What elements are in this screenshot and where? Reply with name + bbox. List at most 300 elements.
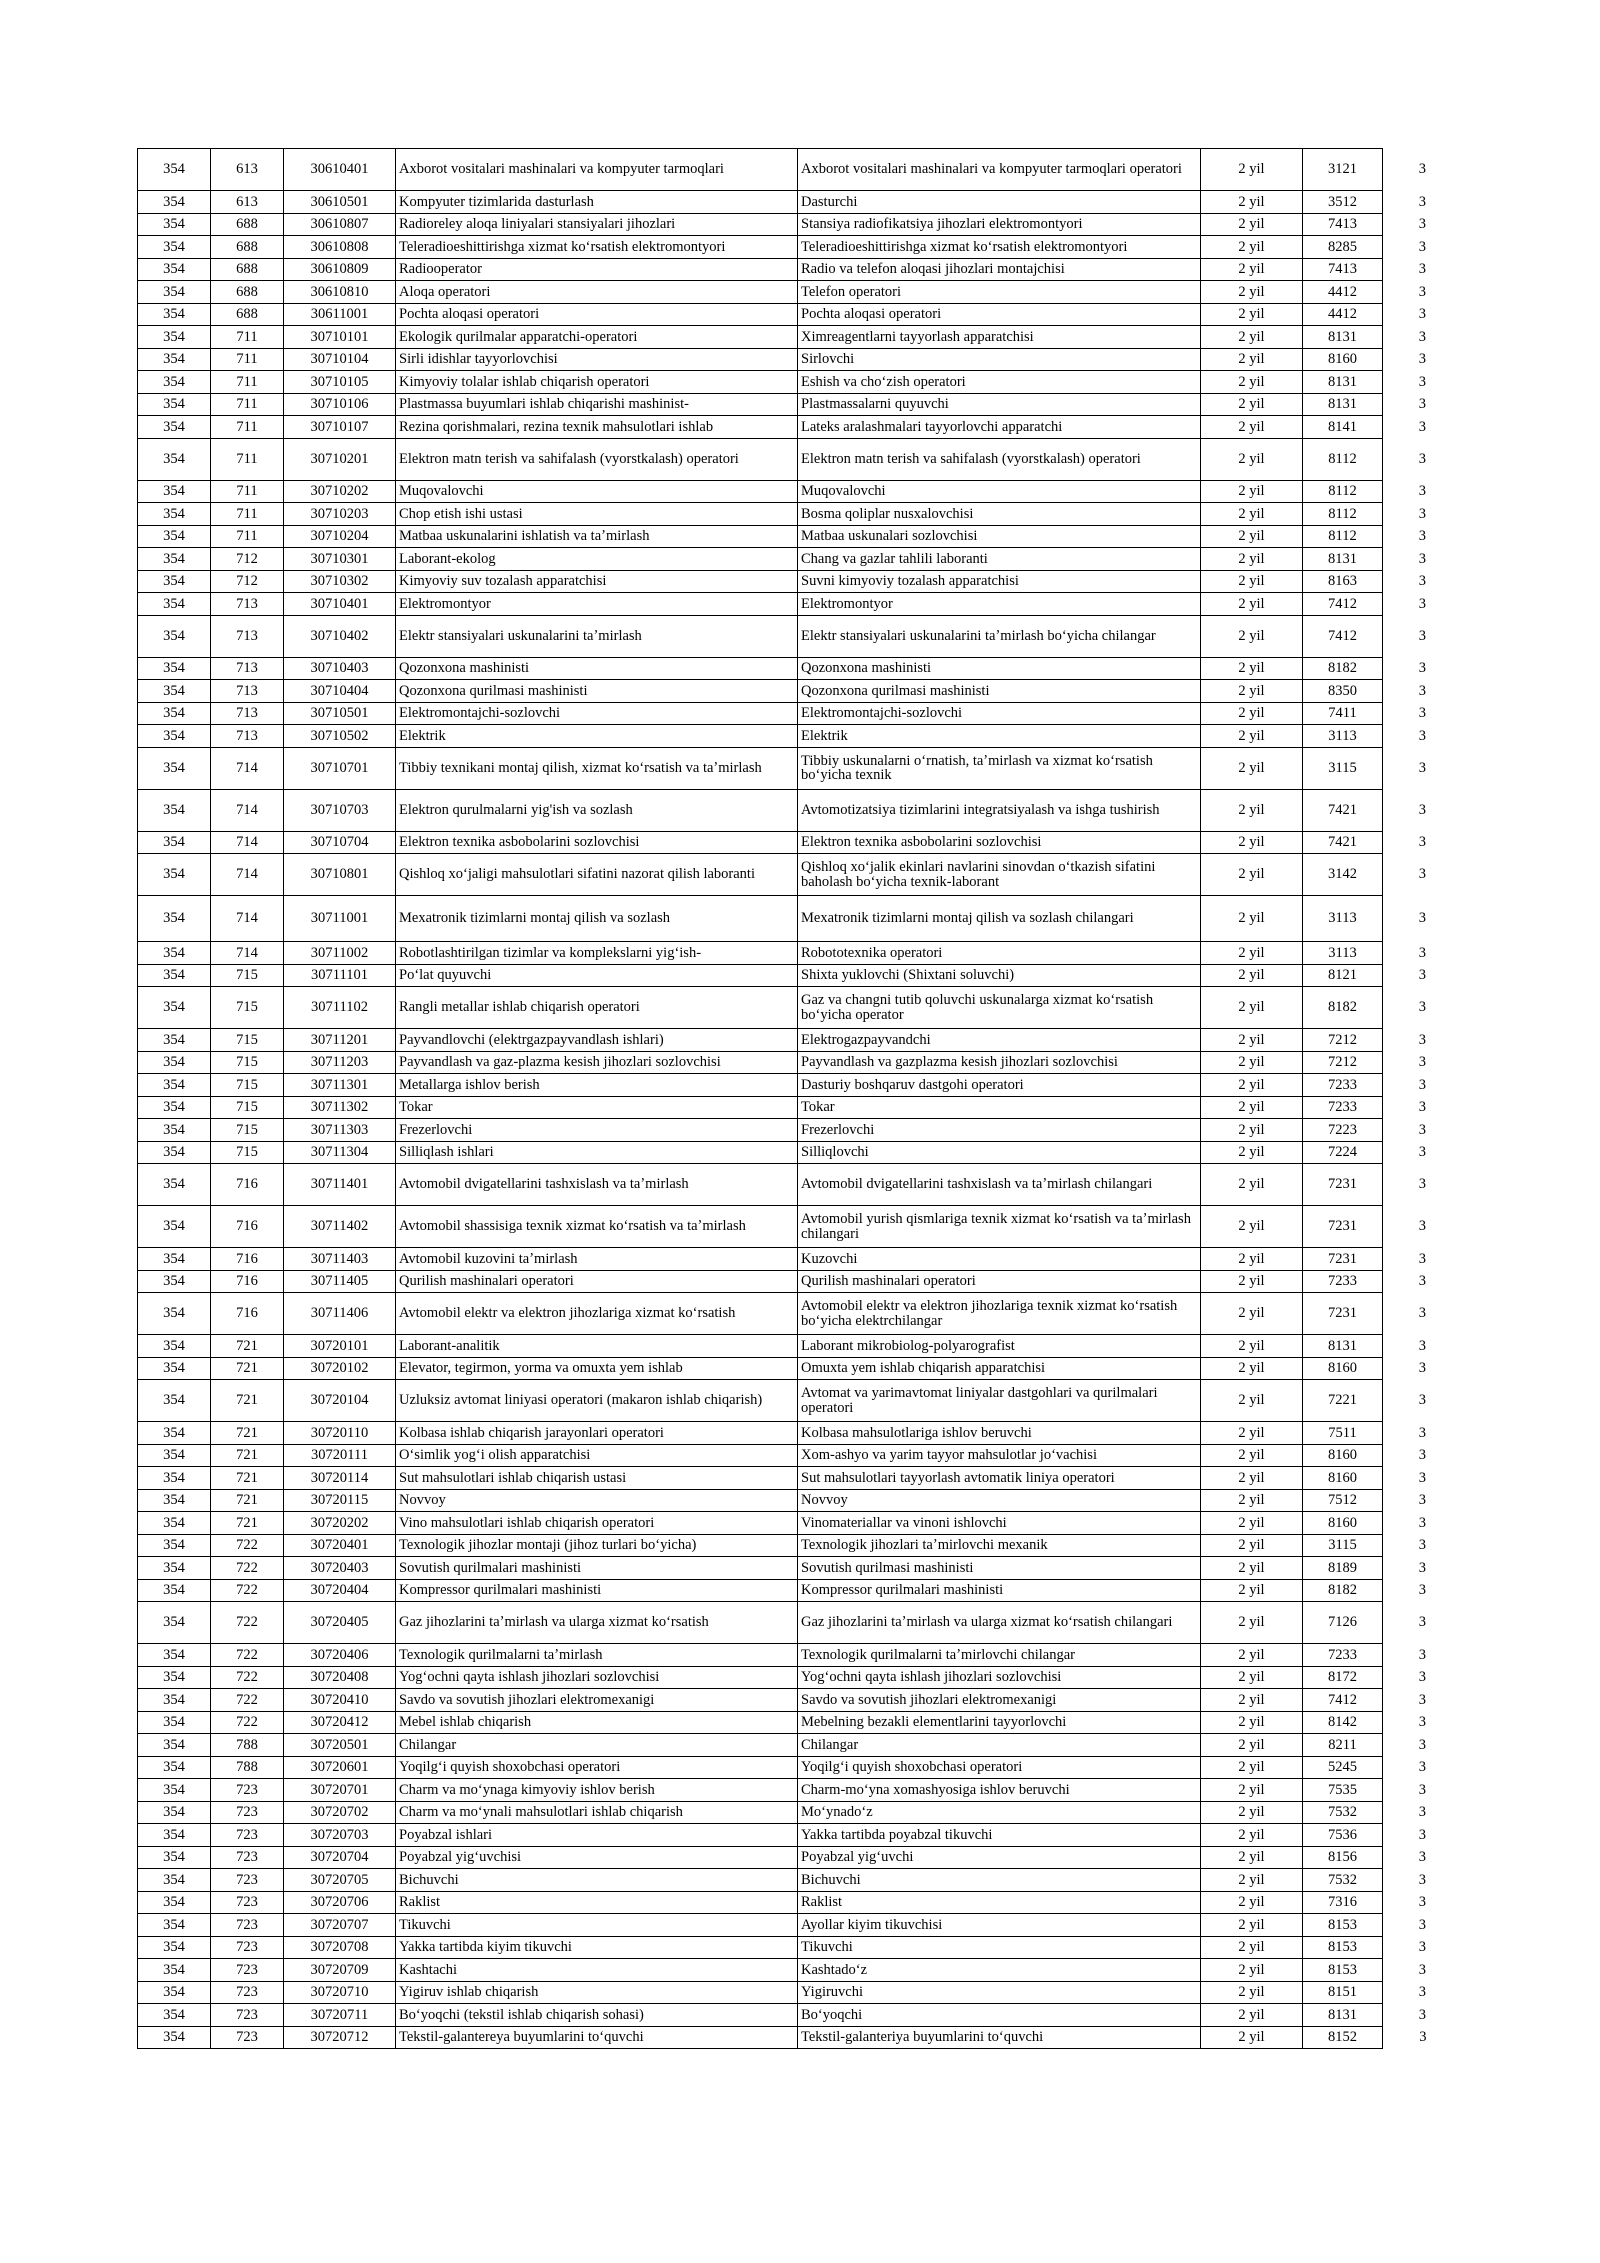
duration-cell: 2 yil	[1201, 1357, 1303, 1380]
col-a-code-cell: 354	[138, 1074, 211, 1097]
col-a-code-cell: 354	[138, 747, 211, 789]
col-a-code-cell: 354	[138, 438, 211, 480]
col-a-code-cell: 354	[138, 1981, 211, 2004]
col-b-code-cell: 723	[211, 1869, 284, 1892]
duration-cell: 2 yil	[1201, 2004, 1303, 2027]
col-b-code-cell: 711	[211, 503, 284, 526]
duration-cell: 2 yil	[1201, 1801, 1303, 1824]
level-cell: 3	[1419, 2029, 1427, 2045]
classifier-code-cell: 7316	[1303, 1891, 1383, 1914]
duration-cell: 2 yil	[1201, 438, 1303, 480]
qualification-name-cell: Stansiya radiofikatsiya jihozlari elektromontyori	[798, 213, 1201, 236]
program-name-cell: Avtomobil shassisiga texnik xizmat koʻrsatish va taʼmirlash	[396, 1206, 798, 1248]
table-row	[138, 1141, 1427, 1164]
table-row	[138, 371, 1427, 394]
col-a-code-cell: 354	[138, 1936, 211, 1959]
col-b-code-cell: 723	[211, 1801, 284, 1824]
program-code-cell: 30711101	[284, 964, 396, 987]
classifier-code-cell: 7221	[1303, 1380, 1383, 1422]
classifier-code-cell: 3142	[1303, 854, 1383, 896]
col-b-code-cell: 723	[211, 1959, 284, 1982]
duration-cell: 2 yil	[1201, 570, 1303, 593]
program-name-cell: Teleradioeshittirishga xizmat koʻrsatish elektromontyori	[396, 236, 798, 259]
col-a-code-cell: 354	[138, 1846, 211, 1869]
classifier-code-cell: 8172	[1303, 1666, 1383, 1689]
level-cell: 3	[1418, 1218, 1426, 1235]
table-row	[138, 1467, 1427, 1490]
level-cell: 3	[1418, 910, 1426, 927]
classifier-code-cell: 8151	[1303, 1981, 1383, 2004]
col-a-code-cell: 354	[138, 1666, 211, 1689]
table-row	[138, 1248, 1427, 1271]
table-row	[138, 1711, 1427, 1734]
program-name-cell: Sovutish qurilmalari mashinisti	[396, 1557, 798, 1580]
col-a-code-cell: 354	[138, 1512, 211, 1535]
program-name-cell: Radiooperator	[396, 258, 798, 281]
col-a-code-cell: 354	[138, 1141, 211, 1164]
program-code-cell: 30710204	[284, 525, 396, 548]
table-row	[138, 680, 1427, 703]
col-b-code-cell: 721	[211, 1357, 284, 1380]
col-b-code-cell: 788	[211, 1756, 284, 1779]
level-cell: 3	[1418, 1669, 1426, 1685]
classifier-code-cell: 7233	[1303, 1096, 1383, 1119]
duration-cell: 2 yil	[1201, 1248, 1303, 1271]
col-b-code-cell: 723	[211, 1779, 284, 1802]
table-row	[138, 725, 1427, 748]
qualification-name-cell: Chang va gazlar tahlili laboranti	[798, 548, 1201, 571]
duration-cell: 2 yil	[1201, 615, 1303, 657]
table-row	[138, 896, 1427, 942]
table-row	[138, 1666, 1427, 1689]
classifier-code-cell: 8285	[1303, 236, 1383, 259]
level-cell: 3	[1418, 1514, 1426, 1531]
program-code-cell: 30720706	[284, 1891, 396, 1914]
program-code-cell: 30711102	[284, 987, 396, 1029]
program-name-cell: Tibbiy texnikani montaj qilish, xizmat koʻrsatish va taʼmirlash	[396, 747, 798, 789]
program-code-cell: 30610501	[284, 191, 396, 214]
classifier-code-cell: 3512	[1303, 191, 1383, 214]
program-name-cell: Plastmassa buyumlari ishlab chiqarishi mashinist-	[396, 393, 798, 416]
col-b-code-cell: 613	[211, 149, 284, 191]
program-code-cell: 30720406	[284, 1644, 396, 1667]
classifier-code-cell: 7411	[1303, 702, 1383, 725]
level-cell: 3	[1418, 1447, 1426, 1463]
duration-cell: 2 yil	[1201, 348, 1303, 371]
classifier-code-cell: 7231	[1303, 1293, 1383, 1335]
program-name-cell: Aloqa operatori	[396, 281, 798, 304]
col-a-code-cell: 354	[138, 303, 211, 326]
program-code-cell: 30710302	[284, 570, 396, 593]
col-a-code-cell: 354	[138, 281, 211, 304]
duration-cell: 2 yil	[1201, 1824, 1303, 1847]
table-row	[138, 326, 1427, 349]
duration-cell: 2 yil	[1201, 702, 1303, 725]
program-code-cell: 30711203	[284, 1051, 396, 1074]
col-a-code-cell: 354	[138, 896, 211, 942]
level-cell: 3	[1418, 1614, 1426, 1631]
table-row	[138, 1824, 1427, 1847]
col-a-code-cell: 354	[138, 480, 211, 503]
program-code-cell: 30711304	[284, 1141, 396, 1164]
col-b-code-cell: 711	[211, 525, 284, 548]
level-cell: 3	[1418, 967, 1426, 983]
duration-cell: 2 yil	[1201, 1689, 1303, 1712]
duration-cell: 2 yil	[1201, 1051, 1303, 1074]
table-row	[138, 1869, 1427, 1892]
col-b-code-cell: 723	[211, 1824, 284, 1847]
col-a-code-cell: 354	[138, 1711, 211, 1734]
table-row	[138, 1335, 1427, 1358]
col-b-code-cell: 712	[211, 570, 284, 593]
program-code-cell: 30720705	[284, 1869, 396, 1892]
level-cell: 3	[1418, 866, 1426, 883]
col-b-code-cell: 711	[211, 416, 284, 439]
program-code-cell: 30711302	[284, 1096, 396, 1119]
program-code-cell: 30610810	[284, 281, 396, 304]
program-name-cell: Texnologik qurilmalarni taʼmirlash	[396, 1644, 798, 1667]
table-row	[138, 1051, 1427, 1074]
col-b-code-cell: 711	[211, 480, 284, 503]
col-b-code-cell: 715	[211, 1074, 284, 1097]
qualification-name-cell: Elektromontajchi-sozlovchi	[798, 702, 1201, 725]
level-cell: 3	[1418, 1424, 1426, 1441]
program-name-cell: Uzluksiz avtomat liniyasi operatori (makaron ishlab chiqarish)	[396, 1380, 798, 1422]
level-cell: 3	[1418, 1984, 1426, 2000]
duration-cell: 2 yil	[1201, 1779, 1303, 1802]
level-cell: 3	[1418, 1273, 1426, 1289]
col-a-code-cell: 354	[138, 1206, 211, 1248]
classifier-code-cell: 8112	[1303, 438, 1383, 480]
duration-cell: 2 yil	[1201, 1422, 1303, 1445]
col-b-code-cell: 723	[211, 1981, 284, 2004]
duration-cell: 2 yil	[1201, 1644, 1303, 1667]
table-row	[138, 789, 1427, 831]
col-a-code-cell: 354	[138, 393, 211, 416]
program-name-cell: Yogʻochni qayta ishlash jihozlari sozlovchisi	[396, 1666, 798, 1689]
program-code-cell: 30710402	[284, 615, 396, 657]
program-code-cell: 30720707	[284, 1914, 396, 1937]
program-code-cell: 30720111	[284, 1444, 396, 1467]
duration-cell: 2 yil	[1201, 213, 1303, 236]
duration-cell: 2 yil	[1201, 1029, 1303, 1052]
col-a-code-cell: 354	[138, 1444, 211, 1467]
program-name-cell: Novvoy	[396, 1489, 798, 1512]
program-name-cell: Charm va moʻynaga kimyoviy ishlov berish	[396, 1779, 798, 1802]
level-cell: 3	[1418, 1736, 1426, 1753]
table-row	[138, 438, 1427, 480]
table-row	[138, 1959, 1427, 1982]
program-code-cell: 30720401	[284, 1534, 396, 1557]
table-row	[138, 1512, 1427, 1535]
duration-cell: 2 yil	[1201, 1756, 1303, 1779]
level-cell: 3	[1418, 396, 1426, 412]
qualification-name-cell: Elektromontyor	[798, 593, 1201, 616]
col-a-code-cell: 354	[138, 2004, 211, 2027]
classifier-code-cell: 8131	[1303, 1335, 1383, 1358]
program-code-cell: 30720114	[284, 1467, 396, 1490]
program-code-cell: 30720708	[284, 1936, 396, 1959]
qualification-name-cell: Elektr stansiyalari uskunalarini taʼmirlash boʻyicha chilangar	[798, 615, 1201, 657]
duration-cell: 2 yil	[1201, 258, 1303, 281]
level-cell: 3	[1418, 283, 1426, 300]
level-cell: 3	[1418, 834, 1426, 850]
col-a-code-cell: 354	[138, 416, 211, 439]
classifier-code-cell: 7536	[1303, 1824, 1383, 1847]
col-a-code-cell: 354	[138, 503, 211, 526]
qualification-name-cell: Suvni kimyoviy tozalash apparatchisi	[798, 570, 1201, 593]
col-a-code-cell: 354	[138, 570, 211, 593]
level-cell: 3	[1418, 595, 1426, 612]
col-b-code-cell: 688	[211, 281, 284, 304]
qualification-name-cell: Moʻynadoʻz	[798, 1801, 1201, 1824]
level-cell: 3	[1418, 627, 1426, 644]
classifier-code-cell: 8121	[1303, 964, 1383, 987]
duration-cell: 2 yil	[1201, 1666, 1303, 1689]
program-code-cell: 30720102	[284, 1357, 396, 1380]
table-row	[138, 1779, 1427, 1802]
classifier-code-cell: 3113	[1303, 896, 1383, 942]
table-row	[138, 1689, 1427, 1712]
program-name-cell: Tokar	[396, 1096, 798, 1119]
duration-cell: 2 yil	[1201, 1981, 1303, 2004]
col-b-code-cell: 721	[211, 1335, 284, 1358]
duration-cell: 2 yil	[1201, 480, 1303, 503]
col-b-code-cell: 722	[211, 1666, 284, 1689]
col-a-code-cell: 354	[138, 680, 211, 703]
col-a-code-cell: 354	[138, 789, 211, 831]
program-name-cell: Kompressor qurilmalari mashinisti	[396, 1579, 798, 1602]
qualification-name-cell: Ayollar kiyim tikuvchisi	[798, 1914, 1201, 1937]
classifier-code-cell: 7233	[1303, 1074, 1383, 1097]
program-name-cell: Kimyoviy tolalar ishlab chiqarish operatori	[396, 371, 798, 394]
level-cell: 3	[1418, 2006, 1426, 2023]
qualification-name-cell: Chilangar	[798, 1734, 1201, 1757]
qualification-name-cell: Boʻyoqchi	[798, 2004, 1201, 2027]
col-b-code-cell: 716	[211, 1206, 284, 1248]
duration-cell: 2 yil	[1201, 896, 1303, 942]
qualification-name-cell: Radio va telefon aloqasi jihozlari montajchisi	[798, 258, 1201, 281]
col-a-code-cell: 354	[138, 213, 211, 236]
col-a-code-cell: 354	[138, 1096, 211, 1119]
program-name-cell: Poʻlat quyuvchi	[396, 964, 798, 987]
program-code-cell: 30711405	[284, 1270, 396, 1293]
qualification-name-cell: Avtomobil yurish qismlariga texnik xizmat koʻrsatish va taʼmirlash chilangari	[798, 1206, 1201, 1248]
program-name-cell: Bichuvchi	[396, 1869, 798, 1892]
qualification-name-cell: Lateks aralashmalari tayyorlovchi apparatchi	[798, 416, 1201, 439]
classifier-code-cell: 8112	[1303, 525, 1383, 548]
qualification-name-cell: Novvoy	[798, 1489, 1201, 1512]
col-b-code-cell: 716	[211, 1293, 284, 1335]
program-code-cell: 30710202	[284, 480, 396, 503]
level-cell: 3	[1418, 727, 1426, 744]
level-cell: 3	[1418, 1054, 1426, 1070]
qualification-name-cell: Qozonxona qurilmasi mashinisti	[798, 680, 1201, 703]
program-code-cell: 30710703	[284, 789, 396, 831]
classifier-code-cell: 8152	[1303, 2026, 1383, 2049]
level-cell: 3	[1418, 238, 1426, 255]
classifier-code-cell: 7212	[1303, 1051, 1383, 1074]
program-code-cell: 30710106	[284, 393, 396, 416]
program-code-cell: 30720202	[284, 1512, 396, 1535]
table-row	[138, 236, 1427, 259]
level-cell: 3	[1418, 1076, 1426, 1093]
classifier-code-cell: 8160	[1303, 1467, 1383, 1490]
program-code-cell: 30720601	[284, 1756, 396, 1779]
col-a-code-cell: 354	[138, 326, 211, 349]
duration-cell: 2 yil	[1201, 393, 1303, 416]
qualification-name-cell: Tokar	[798, 1096, 1201, 1119]
program-code-cell: 30710203	[284, 503, 396, 526]
level-cell: 3	[1418, 573, 1426, 589]
classifier-code-cell: 7231	[1303, 1248, 1383, 1271]
qualification-name-cell: Plastmassalarni quyuvchi	[798, 393, 1201, 416]
table-row	[138, 2004, 1427, 2027]
col-b-code-cell: 723	[211, 2026, 284, 2049]
duration-cell: 2 yil	[1201, 964, 1303, 987]
qualification-name-cell: Avtomotizatsiya tizimlarini integratsiyalash va ishga tushirish	[798, 789, 1201, 831]
level-cell: 3	[1418, 1360, 1426, 1376]
table-row	[138, 393, 1427, 416]
program-code-cell: 30711403	[284, 1248, 396, 1271]
program-code-cell: 30720101	[284, 1335, 396, 1358]
duration-cell: 2 yil	[1201, 1914, 1303, 1937]
classifier-code-cell: 8182	[1303, 1579, 1383, 1602]
program-code-cell: 30710701	[284, 747, 396, 789]
level-cell: 3	[1418, 161, 1426, 178]
duration-cell: 2 yil	[1201, 1846, 1303, 1869]
classifier-code-cell: 7412	[1303, 593, 1383, 616]
col-a-code-cell: 354	[138, 615, 211, 657]
program-name-cell: Avtomobil kuzovini taʼmirlash	[396, 1248, 798, 1271]
col-a-code-cell: 354	[138, 657, 211, 680]
program-name-cell: Elektron matn terish va sahifalash (vyorstkalash) operatori	[396, 438, 798, 480]
table-row	[138, 1644, 1427, 1667]
qualification-name-cell: Avtomat va yarimavtomat liniyalar dastgohlari va qurilmalari operatori	[798, 1380, 1201, 1422]
level-cell: 3	[1418, 1781, 1426, 1798]
col-b-code-cell: 711	[211, 438, 284, 480]
duration-cell: 2 yil	[1201, 657, 1303, 680]
program-code-cell: 30720704	[284, 1846, 396, 1869]
col-a-code-cell: 354	[138, 1489, 211, 1512]
qualification-name-cell: Yoqilgʻi quyish shoxobchasi operatori	[798, 1756, 1201, 1779]
program-code-cell: 30720410	[284, 1689, 396, 1712]
qualification-name-cell: Gaz jihozlarini taʼmirlash va ularga xizmat koʻrsatish chilangari	[798, 1602, 1201, 1644]
table-row	[138, 1914, 1427, 1937]
table-row	[138, 615, 1427, 657]
col-b-code-cell: 722	[211, 1557, 284, 1580]
program-name-cell: Radioreley aloqa liniyalari stansiyalari jihozlari	[396, 213, 798, 236]
level-cell: 3	[1418, 1849, 1426, 1865]
qualification-name-cell: Payvandlash va gazplazma kesish jihozlari sozlovchisi	[798, 1051, 1201, 1074]
program-code-cell: 30711303	[284, 1119, 396, 1142]
col-b-code-cell: 722	[211, 1602, 284, 1644]
qualification-name-cell: Qurilish mashinalari operatori	[798, 1270, 1201, 1293]
col-b-code-cell: 713	[211, 657, 284, 680]
col-b-code-cell: 722	[211, 1689, 284, 1712]
duration-cell: 2 yil	[1201, 525, 1303, 548]
table-row	[138, 1756, 1427, 1779]
program-code-cell: 30711201	[284, 1029, 396, 1052]
level-cell: 3	[1418, 1537, 1426, 1553]
table-row	[138, 1981, 1427, 2004]
program-code-cell: 30711401	[284, 1164, 396, 1206]
table-row	[138, 1602, 1427, 1644]
classifier-code-cell: 3121	[1303, 149, 1383, 191]
qualification-name-cell: Yakka tartibda poyabzal tikuvchi	[798, 1824, 1201, 1847]
program-code-cell: 30720712	[284, 2026, 396, 2049]
level-cell: 3	[1418, 351, 1426, 367]
classifier-code-cell: 8153	[1303, 1936, 1383, 1959]
level-cell: 3	[1418, 1305, 1426, 1322]
classifier-code-cell: 3113	[1303, 725, 1383, 748]
duration-cell: 2 yil	[1201, 1164, 1303, 1206]
level-cell: 3	[1418, 801, 1426, 818]
program-code-cell: 30720115	[284, 1489, 396, 1512]
table-row	[138, 964, 1427, 987]
program-name-cell: Rangli metallar ishlab chiqarish operatori	[396, 987, 798, 1029]
col-b-code-cell: 714	[211, 854, 284, 896]
program-name-cell: Elektrik	[396, 725, 798, 748]
duration-cell: 2 yil	[1201, 1096, 1303, 1119]
level-cell: 3	[1418, 999, 1426, 1016]
qualification-name-cell: Omuxta yem ishlab chiqarish apparatchisi	[798, 1357, 1201, 1380]
duration-cell: 2 yil	[1201, 191, 1303, 214]
duration-cell: 2 yil	[1201, 1444, 1303, 1467]
program-name-cell: Ekologik qurilmalar apparatchi-operatori	[396, 326, 798, 349]
level-cell: 3	[1418, 1469, 1426, 1486]
classifier-code-cell: 8141	[1303, 416, 1383, 439]
col-a-code-cell: 354	[138, 191, 211, 214]
program-code-cell: 30720408	[284, 1666, 396, 1689]
classifier-code-cell: 7413	[1303, 258, 1383, 281]
duration-cell: 2 yil	[1201, 1734, 1303, 1757]
program-code-cell: 30610401	[284, 149, 396, 191]
program-code-cell: 30720702	[284, 1801, 396, 1824]
program-name-cell: Payvandlash va gaz-plazma kesish jihozlari sozlovchisi	[396, 1051, 798, 1074]
col-a-code-cell: 354	[138, 1051, 211, 1074]
level-cell: 3	[1418, 1894, 1426, 1910]
table-row	[138, 1579, 1427, 1602]
col-a-code-cell: 354	[138, 1557, 211, 1580]
program-name-cell: Sirli idishlar tayyorlovchisi	[396, 348, 798, 371]
program-name-cell: Elektr stansiyalari uskunalarini taʼmirlash	[396, 615, 798, 657]
classifier-code-cell: 5245	[1303, 1756, 1383, 1779]
col-a-code-cell: 354	[138, 258, 211, 281]
duration-cell: 2 yil	[1201, 1141, 1303, 1164]
classifier-code-cell: 8131	[1303, 371, 1383, 394]
duration-cell: 2 yil	[1201, 1074, 1303, 1097]
col-a-code-cell: 354	[138, 1467, 211, 1490]
program-code-cell: 30720412	[284, 1711, 396, 1734]
level-cell: 3	[1418, 1337, 1426, 1354]
col-a-code-cell: 354	[138, 725, 211, 748]
qualification-name-cell: Dasturiy boshqaruv dastgohi operatori	[798, 1074, 1201, 1097]
col-b-code-cell: 723	[211, 2004, 284, 2027]
col-b-code-cell: 715	[211, 1119, 284, 1142]
table-row	[138, 281, 1427, 304]
col-a-code-cell: 354	[138, 1869, 211, 1892]
level-cell: 3	[1418, 450, 1426, 467]
col-b-code-cell: 715	[211, 964, 284, 987]
col-a-code-cell: 354	[138, 854, 211, 896]
col-b-code-cell: 723	[211, 1936, 284, 1959]
program-name-cell: Robotlashtirilgan tizimlar va komplekslarni yigʻish-	[396, 942, 798, 965]
qualification-name-cell: Charm-moʻyna xomashyosiga ishlov beruvchi	[798, 1779, 1201, 1802]
duration-cell: 2 yil	[1201, 1711, 1303, 1734]
level-cell: 3	[1418, 1031, 1426, 1048]
col-b-code-cell: 721	[211, 1444, 284, 1467]
